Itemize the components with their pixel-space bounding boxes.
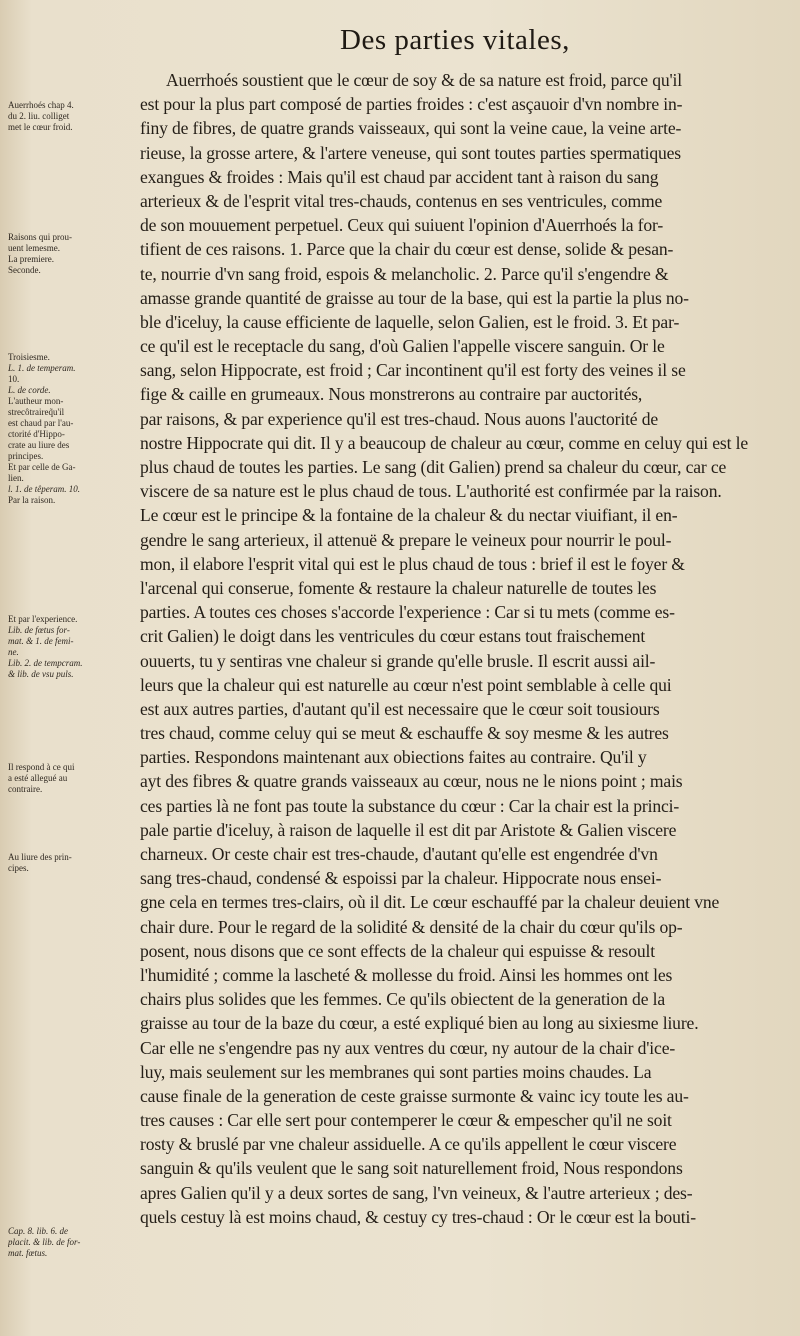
text-line: ble d'iceluy, la cause efficiente de laquelle, selon Galien, est le froid. 3. Et par- [140, 311, 680, 332]
margin-note-line: La premiere. [8, 254, 54, 264]
margin-note-line: Seconde. [8, 265, 41, 275]
margin-note-line: & lib. de vsu puls. [8, 669, 74, 679]
text-line: sang tres-chaud, condensé & espoissi par la chaleur. Hippocrate nous ensei- [140, 868, 662, 889]
text-line: fige & caille en grumeaux. Nous monstrerons au contraire par auctorités, [140, 384, 643, 405]
text-line: est aux autres parties, d'autant qu'il est necessaire que le cœur soit tousiours [140, 698, 660, 719]
text-line: est pour la plus part composé de parties froides : c'est asçauoir d'vn nombre in- [140, 94, 683, 115]
text-line: tres causes : Car elle sert pour contemperer le cœur & empescher qu'il ne soit [140, 1110, 672, 1131]
text-line: rosty & bruslé par vne chaleur assiduelle. A ce qu'ils appellent le cœur viscere [140, 1134, 677, 1155]
margin-note-line: contraire. [8, 784, 43, 794]
margin-note-line: cipes. [8, 863, 29, 873]
margin-note-line: Et par l'experience. [8, 614, 78, 624]
margin-note-line: Par la raison. [8, 495, 56, 505]
text-line: parties. A toutes ces choses s'accorde l'experience : Car si tu mets (comme es- [140, 602, 675, 623]
text-line: par raisons, & par experience qu'il est tres-chaud. Nous auons l'auctorité de [140, 408, 659, 429]
text-line: Le cœur est le principe & la fontaine de la chaleur & du nectar viuifiant, il en- [140, 505, 678, 526]
margin-note-line: L. 1. de temperam. [8, 363, 76, 373]
margin-note [8, 762, 133, 795]
text-line: ayt des fibres & quatre grands vaisseaux au cœur, nous ne le nions point ; mais [140, 771, 683, 792]
text-line: gendre le sang arterieux, il attenuë & prepare le veineux pour nourrir le poul- [140, 529, 672, 550]
text-line: rieuse, la grosse artere, & l'artere veneuse, qui sont toutes parties spermatiques [140, 142, 681, 163]
margin-note-line: Au liure des prin- [8, 852, 72, 862]
margin-note-line: est chaud par l'au- [8, 418, 74, 428]
margin-note-line: Lib. 2. de tempcram. [8, 658, 83, 668]
margin-note-line: placit. & lib. de for- [8, 1237, 81, 1247]
margin-note-line: ctorité d'Hippo- [8, 429, 65, 439]
text-line: viscere de sa nature est le plus chaud de tous. L'authorité est confirmée par la raison. [140, 481, 722, 502]
text-line: crit Galien) le doigt dans les ventricules du cœur estans tout fraischement [140, 626, 646, 647]
text-line: ce qu'il est le receptacle du sang, d'où Galien l'appelle viscere sanguin. Or le [140, 336, 665, 357]
margin-note [8, 1226, 133, 1259]
margin-note-line: strecôtraireq̃u'il [8, 407, 65, 417]
text-line: parties. Respondons maintenant aux obiections faites au contraire. Qu'il y [140, 747, 647, 768]
margin-note-line: Troisiesme. [8, 352, 50, 362]
text-line: de son mouuement perpetuel. Ceux qui suiuent l'opinion d'Auerrhoés la for- [140, 215, 664, 236]
text-line: luy, mais seulement sur les membranes qui sont parties moins chaudes. La [140, 1061, 652, 1082]
margin-note-line: principes. [8, 451, 44, 461]
text-line: quels cestuy là est moins chaud, & cestuy cy tres-chaud : Or le cœur est la bouti- [140, 1206, 696, 1227]
margin-note-line: mat. fœtus. [8, 1248, 48, 1258]
margin-note [8, 232, 133, 276]
margin-note-line: l. 1. de têperam. 10. [8, 484, 80, 494]
margin-note-line: Auerrhoés chap 4. [8, 100, 74, 110]
text-line: posent, nous disons que ce sont effects de la chaleur qui espuisse & resoult [140, 940, 655, 961]
text-line: plus chaud de toutes les parties. Le sang (dit Galien) prend sa chaleur du cœur, car ce [140, 457, 727, 477]
main-text-block [140, 68, 794, 1229]
margin-note-line: du 2. liu. colliget [8, 111, 70, 121]
margin-note-line: Il respond à ce qui [8, 762, 75, 772]
margin-note-line: 10. [8, 374, 20, 384]
margin-note-line: Cap. 8. lib. 6. de [8, 1226, 68, 1236]
margin-note-line: met le cœur froid. [8, 122, 73, 132]
text-line: tres chaud, comme celuy qui se meut & eschauffe & soy mesme & les autres [140, 723, 669, 744]
margin-note-line: ne. [8, 647, 19, 657]
text-line: gne cela en termes tres-clairs, où il dit. Le cœur eschauffé par la chaleur deuient vne [140, 892, 720, 913]
text-line: nostre Hippocrate qui dit. Il y a beaucoup de chaleur au cœur, comme en celuy qui est le [140, 432, 749, 453]
text-line: finy de fibres, de quatre grands vaisseaux, qui sont la veine caue, la veine arte- [140, 118, 682, 139]
margin-note-line: Raisons qui prou- [8, 232, 72, 242]
text-line: apres Galien qu'il y a deux sortes de sang, l'vn veineux, & l'autre arterieux ; des- [140, 1182, 693, 1203]
text-line: leurs que la chaleur qui est naturelle au cœur n'est point semblable à celle qui [140, 674, 672, 695]
text-line: amasse grande quantité de graisse au tour de la base, qui est la partie la plus no- [140, 287, 689, 308]
text-line: arterieux & de l'esprit vital tres-chauds, contenus en ses ventricules, comme [140, 190, 663, 211]
text-line: graisse au tour de la baze du cœur, a esté expliqué bien au long au sixiesme liure. [140, 1013, 699, 1034]
margin-note-line: Et par celle de Ga- [8, 462, 76, 472]
margin-note [8, 100, 133, 133]
text-line: charneux. Or ceste chair est tres-chaude, d'autant qu'elle est engendrée d'vn [140, 844, 658, 864]
text-line: te, nourrie d'vn sang froid, espois & melancholic. 2. Parce qu'il s'engendre & [140, 263, 669, 284]
text-line: Auerrhoés soustient que le cœur de soy & de sa nature est froid, parce qu'il [166, 70, 683, 90]
text-line: exangues & froides : Mais qu'il est chaud par accident tant à raison du sang [140, 166, 659, 187]
margin-note [8, 852, 133, 874]
text-line: sanguin & qu'ils veulent que le sang soit naturellement froid, Nous respondons [140, 1158, 683, 1179]
text-line: ouuerts, tu y sentiras vne chaleur si grande qu'elle brusle. Il escrit aussi ail- [140, 650, 656, 671]
margin-note-line: L'autheur mon- [8, 396, 64, 406]
text-line: chair dure. Pour le regard de la solidité & densité de la chair du cœur qu'ils op- [140, 916, 683, 937]
margin-note [8, 614, 133, 680]
text-line: l'arcenal qui conserue, fomente & restaure la chaleur naturelle de toutes les [140, 577, 657, 598]
text-line: chairs plus solides que les femmes. Ce qu'ils obiectent de la generation de la [140, 989, 665, 1010]
margin-note-line: uent lemesme. [8, 243, 60, 253]
text-line: pale partie d'iceluy, à raison de laquelle il est dit par Aristote & Galien viscere [140, 819, 677, 840]
text-line: mon, il elabore l'esprit vital qui est le plus chaud de tous : brief il est le foyer & [140, 553, 685, 574]
page-header-title: Des parties vitales, [340, 24, 570, 56]
text-line: sang, selon Hippocrate, est froid ; Car incontinent qu'il est forty des veines il se [140, 360, 686, 381]
text-line: Car elle ne s'engendre pas ny aux ventres du cœur, ny autour de la chair d'ice- [140, 1037, 676, 1058]
text-line: cause finale de la generation de ceste graisse surmonte & vainc icy toute les au- [140, 1085, 689, 1106]
margin-note-line: crate au liure des [8, 440, 70, 450]
text-line: ces parties là ne font pas toute la substance du cœur : Car la chair est la princi- [140, 795, 680, 816]
text-line: l'humidité ; comme la lascheté & mollesse du froid. Ainsi les hommes ont les [140, 964, 673, 985]
margin-note [8, 352, 133, 506]
margin-notes-column [8, 0, 133, 1336]
margin-note-line: lien. [8, 473, 24, 483]
margin-note-line: L. de corde. [8, 385, 51, 395]
margin-note-line: Lib. de fœtus for- [8, 625, 70, 635]
margin-note-line: mat. & 1. de femi- [8, 636, 74, 646]
margin-note-line: a esté allegué au [8, 773, 68, 783]
text-line: tifient de ces raisons. 1. Parce que la chair du cœur est dense, solide & pesan- [140, 239, 674, 260]
